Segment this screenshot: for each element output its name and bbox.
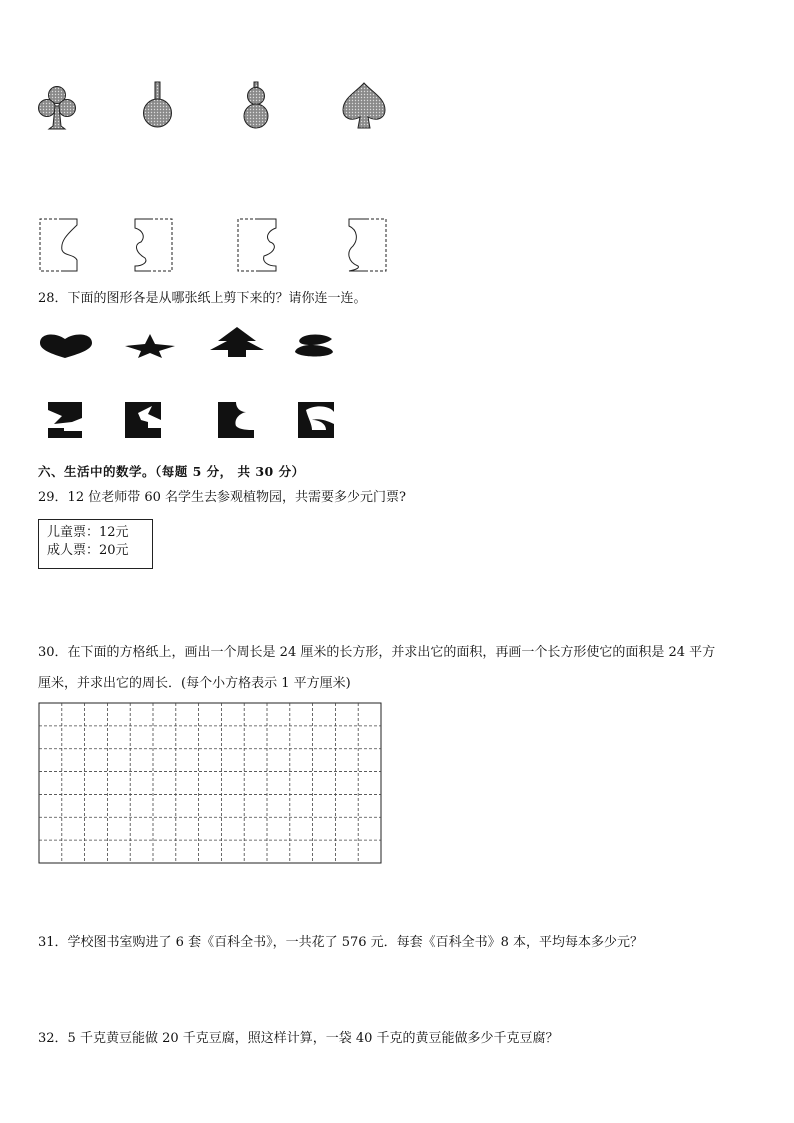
gourd-icon [244, 82, 268, 128]
club-icon [39, 87, 76, 130]
question-28: 28．下面的图形各是从哪张纸上剪下来的？请你连一连。 [38, 291, 367, 306]
ticket-child-price: 儿童票：12元 [47, 525, 129, 540]
black-paper-2 [125, 402, 161, 438]
question-31: 31．学校图书室购进了 6 套《百科全书》，一共花了 576 元．每套《百科全书》8 本，平均每本多少元？ [38, 935, 644, 950]
cut-paper-left-2 [238, 219, 276, 271]
star-icon [125, 334, 175, 358]
grid-paper[interactable] [39, 703, 381, 863]
cut-paper-left-1 [40, 219, 77, 271]
mushroom-icon [295, 335, 333, 357]
section-6-title: 六、生活中的数学。（每题 5 分， 共 30 分） [38, 464, 305, 479]
black-paper-1 [48, 402, 82, 438]
ticket-price-box [38, 519, 153, 569]
spade-icon [343, 83, 385, 128]
question-30-line2: 厘米，并求出它的周长．(每个小方格表示 1 平方厘米) [38, 676, 351, 691]
question-30-line1: 30．在下面的方格纸上，画出一个周长是 24 厘米的长方形，并求出它的面积，再画一个长方形使它的面积是 24 平方 [38, 645, 716, 660]
ticket-adult-price: 成人票：20元 [47, 543, 129, 558]
cut-paper-right-2 [349, 219, 386, 271]
cut-paper-right-1 [135, 219, 172, 271]
tennis-racket-icon [144, 82, 172, 127]
heart-icon [40, 334, 92, 358]
grid-border [39, 703, 381, 863]
black-paper-4 [298, 402, 334, 438]
black-paper-3 [218, 402, 254, 438]
arrow-up-icon [210, 327, 264, 357]
question-32: 32．5 千克黄豆能做 20 千克豆腐，照这样计算，一袋 40 千克的黄豆能做多少千克豆腐？ [38, 1031, 559, 1046]
question-29: 29．12 位老师带 60 名学生去参观植物园，共需要多少元门票? [38, 490, 406, 505]
